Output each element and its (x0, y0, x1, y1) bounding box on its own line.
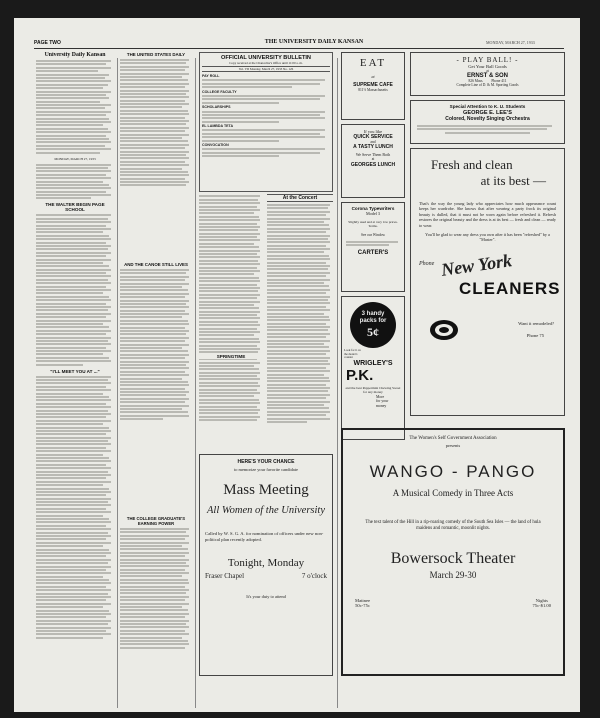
play-ball-line: Complete Line of D. & M. Sporting Goods (456, 83, 519, 87)
bulletin-section-heading: CONVOCATION (202, 143, 229, 148)
fresh-line2: at its best — (480, 173, 546, 188)
play-association: The Women's Self Government Association (409, 436, 497, 441)
masthead-rule (34, 48, 564, 49)
play-nights (533, 598, 552, 608)
typewriter-ad (341, 202, 405, 292)
springtime-headline: SPRINGTIME (199, 354, 263, 359)
typewriter-see: See our Window (361, 233, 385, 237)
bulletin-text (202, 79, 330, 88)
cleaners-logo (419, 249, 561, 303)
springtime-article (199, 354, 333, 450)
states-headline: THE UNITED STATES DAILY (126, 52, 186, 57)
editorial-text (36, 214, 114, 365)
play-description: The text talent of the Hill in a rip-roaring comedy of the South Sea Isles — the land of hula maidens and romantic, moonlit nights. (365, 520, 541, 531)
bulletin-section-heading: PAY ROLL (202, 74, 220, 78)
wrigley-tag4: and the best Peppermint Chewing Sweet for any money (345, 386, 401, 394)
play-subtitle: A Musical Comedy in Three Acts (392, 488, 514, 498)
typewriter-head: Corona Typewriters (351, 206, 395, 211)
play-title: WANGO - PANGO (369, 462, 537, 481)
paper-name: University Daily Kansan (44, 52, 106, 58)
eat-title: EAT (359, 57, 387, 69)
lunch-line: QUICK SERVICE (353, 134, 393, 140)
official-bulletin (199, 52, 333, 192)
bulletin-text (202, 129, 330, 141)
bulletin-section-heading: EL LAMBDA TETA (202, 124, 234, 129)
fresh-line1: Fresh and clean (431, 157, 513, 172)
supreme-cafe-ad (341, 52, 405, 120)
states-text (120, 59, 192, 186)
bulletin-meta: Vol. VII Monday, March 27, 1933 No. 126 (202, 66, 330, 72)
orchestra-text (417, 125, 558, 134)
bulletin-subtitle: Copy received at the Chancellor's Office until 11:00 a. m. (229, 61, 303, 65)
play-presents: presents (445, 443, 461, 448)
lunch-line: A TASTY LUNCH (353, 144, 393, 150)
wrigley-tag: for your (376, 399, 389, 404)
editorial-text (36, 164, 114, 200)
mass-meeting-time: 7 o'clock (301, 572, 327, 580)
page-number: PAGE TWO (34, 40, 61, 46)
georges-lunch-ad (341, 124, 405, 198)
fresh-body: That's the way the young lady who appreciates how much appearance count keeps her wardrobe. She knows that after wearing a party frock its original beauty is dulled, that it must not be worn again before refreshed it. Refresh restores the original beauty and the dress is at its best — fresh and clean — ready to wear. (419, 201, 556, 228)
column-rule (337, 58, 338, 708)
column-1 (36, 52, 114, 697)
wrigley-packs-text: 3 handy packs for (359, 310, 387, 324)
mass-meeting-ad (199, 454, 333, 676)
play-ball-ad (410, 52, 565, 96)
wrigley-taglines (376, 395, 388, 408)
typewriter-firm: CARTER'S (357, 250, 389, 257)
play-matinee (355, 598, 370, 608)
issue-date: MONDAY, MARCH 27, 1933 (54, 156, 96, 161)
wrigley-tag: More (376, 395, 385, 399)
wrigley-price: 5¢ (367, 324, 379, 339)
earning-power-article (120, 516, 192, 696)
matinee-label: Matinee (355, 598, 371, 603)
typewriter-model: Model 3 (365, 211, 381, 216)
mass-meeting-place-row (205, 572, 327, 580)
mass-meeting-called: Called by W. S. G. A. for nomination of officers under new non-political plan recently adopted. (205, 531, 324, 542)
wrigley-brand: WRIGLEY'S (353, 360, 393, 367)
fresh-call: You'll be glad to wear any dress you own after it has been "refreshed" by a "Master". (425, 232, 550, 243)
play-theater: Bowersock Theater (390, 550, 516, 567)
mass-meeting-audience: All Women of the University (206, 505, 325, 516)
orchestra-name: GEORGE E. LEE'S (463, 110, 512, 116)
bulletin-title: OFFICIAL UNIVERSITY BULLETIN (221, 55, 311, 61)
lunch-name: GEORGES LUNCH (350, 162, 396, 168)
cleaners-footer (419, 319, 556, 349)
column-2 (120, 52, 192, 262)
bulletin-section-heading: COLLEGE FACULTY (202, 89, 237, 94)
orchestra-head: Special Attention to K. U. Students (449, 104, 526, 109)
play-ball-address: 826 Mass. Phone 411 (468, 79, 507, 83)
typewriter-text (346, 241, 400, 246)
play-dates: March 29-30 (429, 570, 477, 580)
wrigley-ad (341, 296, 405, 440)
cleaners-question: Want it remodeled? (518, 320, 554, 326)
mass-meeting-head: HERE'S YOUR CHANCE (237, 459, 295, 465)
masthead-title: THE UNIVERSITY DAILY KANSAN (264, 39, 364, 45)
lunch-line: We Serve Them Both (355, 152, 391, 157)
concert-headline: At the Concert (267, 194, 333, 202)
mass-meeting-invite: It's your duty to attend (246, 594, 286, 599)
orchestra-ad (410, 100, 565, 144)
newspaper-page (14, 18, 580, 712)
play-ball-firm: ERNST & SON (466, 73, 508, 79)
nights-label: Nights (535, 598, 548, 603)
mass-meeting-sub: to memorize your favorite candidate (234, 467, 298, 472)
eat-address: 811½ Massachusetts (358, 88, 388, 92)
eat-at: at (371, 74, 375, 79)
bulletin-text (202, 95, 330, 104)
bulletin-text (202, 148, 330, 157)
canoe-headline: AND THE CANOE STILL LIVES (124, 262, 188, 267)
column-rule (117, 58, 118, 708)
bulletin-section-heading: SCHOLARSHIPS (202, 105, 231, 110)
cleaners-brand: New York (439, 249, 514, 280)
bulletin-text (202, 111, 330, 123)
mass-meeting-place: Fraser Chapel (205, 572, 245, 580)
eat-name: SUPREME CAFE (353, 82, 393, 88)
wango-pango-ad (341, 428, 565, 676)
mass-meeting-title: Mass Meeting (223, 482, 309, 498)
typewriter-sub: Slightly used and at very low prices. Terms. (348, 220, 398, 228)
staff-listing (36, 60, 114, 154)
column-2b (120, 262, 192, 512)
canoe-text (120, 269, 192, 420)
play-prices (343, 598, 563, 608)
lunch-line: If you like (363, 129, 383, 134)
wrigley-look: Look for it on the dealer's counter (344, 348, 361, 360)
play-ball-title: - PLAY BALL! - (456, 56, 519, 64)
earning-text (120, 528, 192, 649)
matinee-price: 50c-75c (355, 603, 370, 608)
masthead-date: MONDAY, MARCH 27, 1933 (486, 40, 535, 45)
orchestra-desc: Colored, Novelty Singing Orchestra (445, 116, 530, 122)
mass-meeting-when: Tonight, Monday (227, 557, 305, 569)
earning-headline: THE COLLEGE GRADUATE'S EARNING POWER (126, 516, 186, 526)
play-ball-at: at (486, 69, 489, 73)
lunch-line: and (370, 140, 376, 144)
play-ball-sub: Get Your Ball Goods (468, 64, 507, 69)
wrigley-pk: P.K. (346, 367, 374, 384)
letter-text (36, 376, 114, 639)
lunch-line: at (371, 157, 375, 161)
wrigley-packs-badge (350, 302, 396, 348)
wrigley-tag: money (376, 403, 387, 408)
editorial-headline: THE WALTER BEGIN PAGE SCHOOL (45, 202, 105, 213)
cleaners-phone-label: Phone (419, 260, 435, 267)
fresh-clean-ad (410, 148, 565, 416)
letter-headline: "I'LL MEET YOU AT ..." (50, 368, 100, 374)
column-rule (195, 58, 196, 708)
cleaners-number: Phone 75 (526, 332, 544, 338)
nights-price: 75c-$1.00 (532, 603, 551, 608)
cleaners-name: CLEANERS (459, 278, 561, 298)
cleaners-seal-icon (429, 319, 459, 341)
